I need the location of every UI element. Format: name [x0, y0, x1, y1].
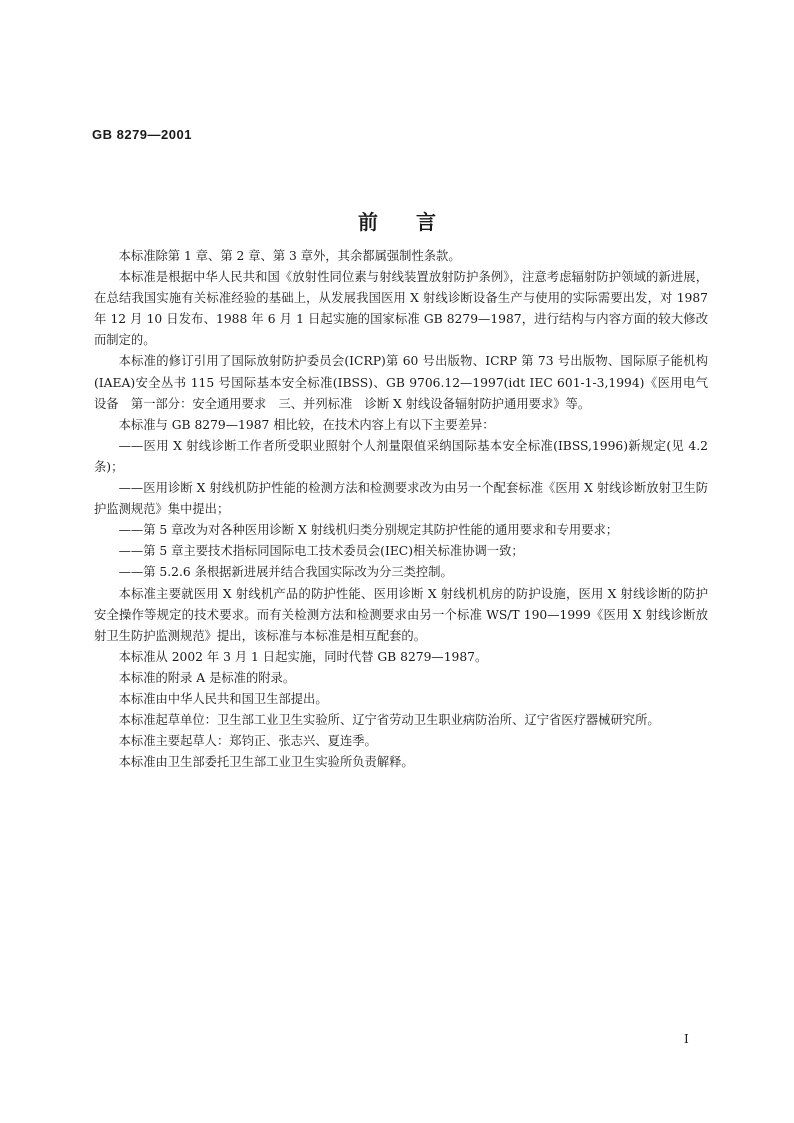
list-item-difference: ——第 5 章改为对各种医用诊断 X 射线机归类分别规定其防护性能的通用要求和专用要求； [118, 523, 619, 538]
list-item-difference: ——医用诊断 X 射线机防护性能的检测方法和检测要求改为由另一个配套标准《医用 X 射线诊断放射卫生防护监测规范》集中提出； [94, 481, 708, 517]
paragraph-references: 本标准的修订引用了国际放射防护委员会(ICRP)第 60 号出版物、ICRP 第 73 号出版物、国际原子能机构(IAEA)安全丛书 115 号国际基本安全标准(IBSS)、GB 9706.12—1997(idt IEC 601-1-3,1994)《医用电气设备 第一部分：安全通用要求 三、并列标准 诊断 X 射线设备辐射防护通用要求》等。 [94, 354, 708, 411]
list-item-difference: ——第 5.2.6 条根据新进展并结合我国实际改为分三类控制。 [118, 565, 453, 580]
paragraph-proposer: 本标准由中华人民共和国卫生部提出。 [118, 691, 328, 706]
foreword-body [94, 246, 708, 773]
paragraph-scope: 本标准主要就医用 X 射线机产品的防护性能、医用诊断 X 射线机机房的防护设施，医用 X 射线诊断的防护安全操作等规定的技术要求。而有关检测方法和检测要求由另一个标准 WS/T 190—1999《医用 X 射线诊断放射卫生防护监测规范》提出，该标准与本标准是相互配套的。 [94, 586, 708, 643]
list-item-difference: ——第 5 章主要技术指标同国际电工技术委员会(IEC)相关标准协调一致； [118, 544, 524, 559]
page-title: 前言 [358, 210, 474, 234]
paragraph-effective-date: 本标准从 2002 年 3 月 1 日起实施，同时代替 GB 8279—1987。 [118, 649, 488, 664]
paragraph-differences-intro: 本标准与 GB 8279—1987 相比较，在技术内容上有以下主要差异： [118, 417, 495, 432]
paragraph-drafters: 本标准主要起草人：郑钧正、张志兴、夏连季。 [118, 734, 377, 749]
paragraph-drafting-units: 本标准起草单位：卫生部工业卫生实验所、辽宁省劳动卫生职业病防治所、辽宁省医疗器械研究所。 [118, 713, 660, 728]
paragraph-interpretation: 本标准由卫生部委托卫生部工业卫生实验所负责解释。 [118, 755, 414, 770]
paragraph-appendix: 本标准的附录 A 是标准的附录。 [118, 670, 296, 685]
document-code: GB 8279—2001 [92, 127, 192, 142]
list-item-difference: ——医用 X 射线诊断工作者所受职业照射个人剂量限值采纳国际基本安全标准(IBSS,1996)新规定(见 4.2 条)； [94, 438, 708, 474]
page-number: I [684, 1032, 689, 1046]
paragraph-basis: 本标准是根据中华人民共和国《放射性同位素与射线装置放射防护条例》，注意考虑辐射防护领域的新进展，在总结我国实施有关标准经验的基础上，从发展我国医用 X 射线诊断设备生产与使用的实际需要出发，对 1987 年 12 月 10 日发布、1988 年 6 月 1 日起实施的国家标准 GB 8279—1987，进行结构与内容方面的较大修改而制定的。 [94, 270, 708, 348]
paragraph-mandatory-clauses: 本标准除第 1 章、第 2 章、第 3 章外，其余都属强制性条款。 [118, 249, 461, 263]
